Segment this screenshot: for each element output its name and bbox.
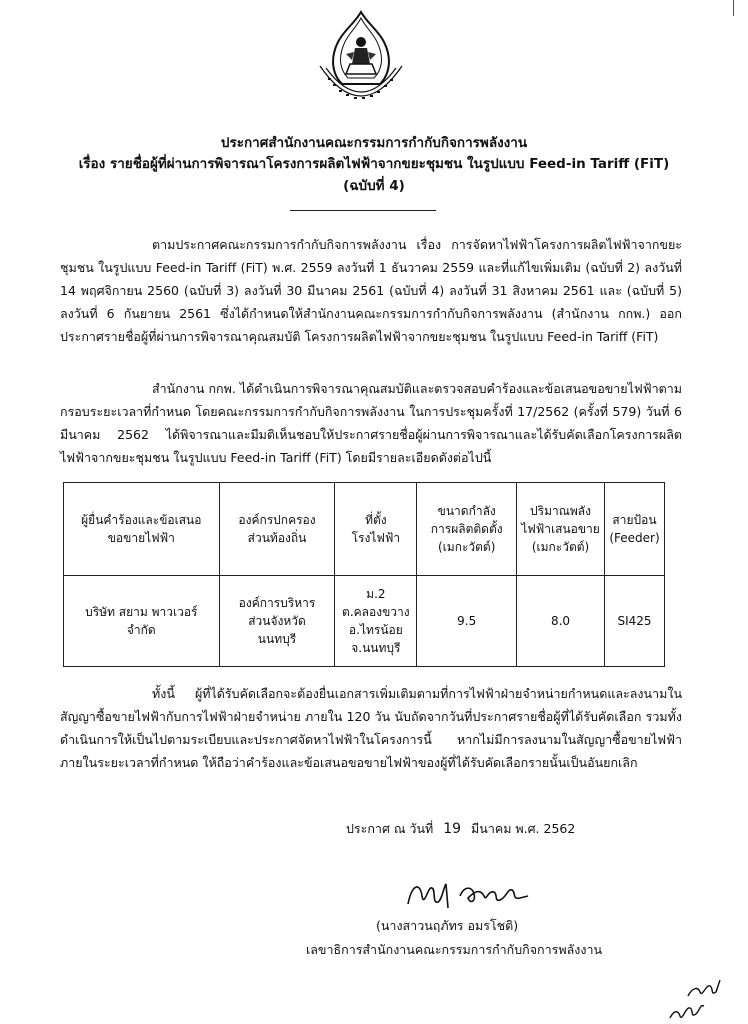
cell-capacity: 9.5 (417, 576, 517, 667)
selected-projects-table (63, 482, 665, 667)
cell-location: ม.2 ต.คลองขวาง อ.ไทรน้อย จ.นนทบุรี (335, 576, 417, 667)
header-location: ที่ตั้ง โรงไฟฟ้า (335, 483, 417, 576)
edge-mark (733, 0, 742, 16)
cell-offered-power: 8.0 (517, 576, 605, 667)
announcement-edition: (ฉบับที่ 4) (343, 178, 405, 194)
title-divider (290, 210, 436, 211)
cell-local-government: องค์การบริหาร ส่วนจังหวัด นนทบุรี (219, 576, 335, 667)
header-local-government: องค์กรปกครอง ส่วนท้องถิ่น (219, 483, 335, 576)
announcement-subject: เรื่อง รายชื่อผู้ที่ผ่านการพิจารณาโครงการผลิตไฟฟ้าจากขยะชุมชน ในรูปแบบ Feed-in Tariff (FiT) (78, 156, 670, 172)
table-row (64, 576, 665, 667)
paragraph-conditions: ทั้งนี้ ผู้ที่ได้รับคัดเลือกจะต้องยื่นเอกสารเพิ่มเติมตามที่การไฟฟ้าฝ่ายจำหน่ายกำหนดและลงนามในสัญญาซื้อขายไฟฟ้ากับการไฟฟ้าฝ่ายจำหน่าย ภายใน 120 วัน นับถัดจากวันที่ประกาศรายชื่อผู้ที่ได้รับคัดเลือก รวมทั้งดำเนินการให้เป็นไปตามระเบียบและประกาศจัดหาไฟฟ้าในโครงการนี้ หากไม่มีการลงนามในสัญญาซื้อขายไฟฟ้าภายในระยะเวลาที่กำหนด ให้ถือว่าคำร้องและข้อเสนอขอขายไฟฟ้าของผู้ที่ได้รับคัดเลือกรายนั้นเป็นอันยกเลิก (60, 686, 682, 770)
header-applicant: ผู้ยื่นคำร้องและข้อเสนอ ขอขายไฟฟ้า (64, 483, 220, 576)
paragraph-resolution: สำนักงาน กกพ. ได้ดำเนินการพิจารณาคุณสมบัติและตรวจสอบคำร้องและข้อเสนอขอขายไฟฟ้าตามกรอบระยะเวลาที่กำหนด โดยคณะกรรมการกำกับกิจการพลังงาน ในการประชุมครั้งที่ 17/2562 (ครั้งที่ 579) วันที่ 6 มีนาคม 2562 ได้พิจารณาและมีมติเห็นชอบให้ประกาศรายชื่อผู้ผ่านการพิจารณาและได้รับคัดเลือกโครงการผลิตไฟฟ้าจากขยะชุมชน ในรูปแบบ Feed-in Tariff (FiT) โดยมีรายละเอียดดังต่อไปนี้ (60, 381, 682, 465)
date-suffix: มีนาคม พ.ศ. 2562 (471, 821, 576, 836)
announcement-title: ประกาศสำนักงานคณะกรรมการกำกับกิจการพลังงาน (220, 135, 528, 151)
announcement-date (346, 819, 575, 839)
signer-position: เลขาธิการสำนักงานคณะกรรมการกำกับกิจการพลังงาน (306, 942, 603, 957)
table-header-row (64, 483, 665, 576)
header-offered-power: ปริมาณพลัง ไฟฟ้าเสนอขาย (เมกะวัตต์) (517, 483, 605, 576)
date-prefix: ประกาศ ณ วันที่ (346, 821, 434, 836)
paragraph-background: ตามประกาศคณะกรรมการกำกับกิจการพลังงาน เรื่อง การจัดหาไฟฟ้าโครงการผลิตไฟฟ้าจากขยะชุมชน ในรูปแบบ Feed-in Tariff (FiT) พ.ศ. 2559 ลงวันที่ 1 ธันวาคม 2559 และที่แก้ไขเพิ่มเติม (ฉบับที่ 2) ลงวันที่ 14 พฤศจิกายน 2560 (ฉบับที่ 3) ลงวันที่ 30 มีนาคม 2561 (ฉบับที่ 4) ลงวันที่ 31 สิงหาคม 2561 และ (ฉบับที่ 5) ลงวันที่ 6 กันยายน 2561 ซึ่งได้กำหนดให้สำนักงานคณะกรรมการกำกับกิจการพลังงาน (สำนักงาน กกพ.) ออกประกาศรายชื่อผู้ที่ผ่านการพิจารณาคุณสมบัติ โครงการผลิตไฟฟ้าจากขยะชุมชน ในรูปแบบ Feed-in Tariff (FiT) (60, 237, 682, 344)
cell-feeder: SI425 (604, 576, 664, 667)
handwritten-signature (402, 874, 542, 914)
date-day: 19 (443, 821, 462, 837)
cell-applicant: บริษัท สยาม พาวเวอร์ จำกัด (64, 576, 220, 667)
header-feeder: สายป้อน (Feeder) (604, 483, 664, 576)
header-capacity: ขนาดกำลัง การผลิตติดตั้ง (เมกะวัตต์) (417, 483, 517, 576)
handwritten-initials (664, 966, 724, 1024)
signer-name: (นางสาวนฤภัทร อมรโชติ) (376, 918, 519, 933)
erc-emblem-logo (306, 8, 416, 118)
